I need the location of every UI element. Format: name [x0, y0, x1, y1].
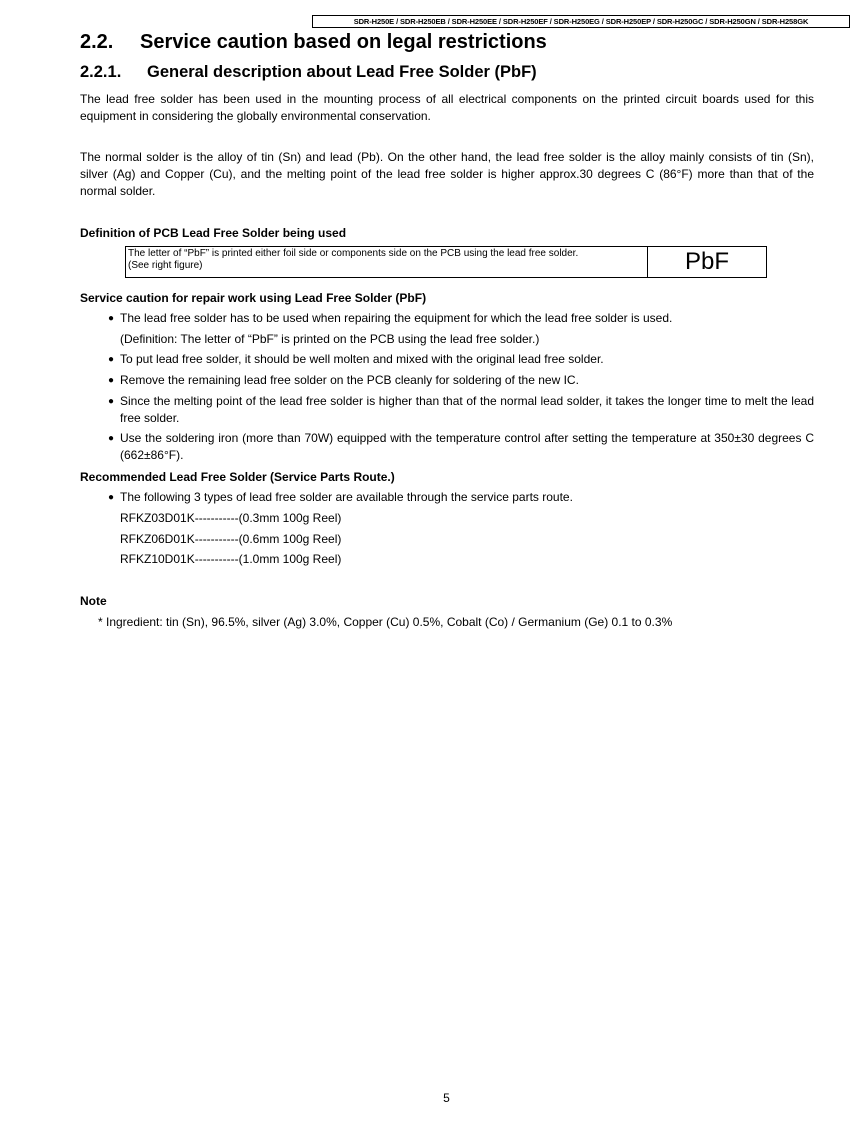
caution-bullet-2-text: To put lead free solder, it should be well molten and mixed with the original lead free solder. — [120, 352, 604, 366]
subsection-title: General description about Lead Free Solder (PbF) — [147, 63, 537, 81]
model-list-header: SDR-H250E / SDR-H250EB / SDR-H250EE / SDR-H250EF / SDR-H250EG / SDR-H250EP / SDR-H250GC / SDR-H250GN / SDR-H258GK — [312, 15, 850, 28]
definition-text-line1: The letter of “PbF” is printed either foil side or components side on the PCB using the lead free solder. — [128, 248, 579, 259]
definition-text-cell — [126, 247, 648, 277]
caution-bullet-4 — [108, 393, 814, 427]
caution-bullet-3-text: Remove the remaining lead free solder on the PCB cleanly for soldering of the new IC. — [120, 373, 579, 387]
section-number: 2.2. — [80, 31, 114, 53]
bullet-icon: ● — [108, 433, 115, 444]
part-item: RFKZ06D01K-----------(0.6mm 100g Reel) — [120, 532, 342, 546]
caution-bullet-5-text: Use the soldering iron (more than 70W) equipped with the temperature control after setting the temperature at 350±30 degrees C (662±86°F). — [120, 431, 814, 462]
note-text: * Ingredient: tin (Sn), 96.5%, silver (Ag) 3.0%, Copper (Cu) 0.5%, Cobalt (Co) / Germanium (Ge) 0.1 to 0.3% — [98, 615, 673, 629]
caution-bullet-5 — [108, 430, 814, 464]
caution-bullet-1-text: The lead free solder has to be used when repairing the equipment for which the lead free solder is used. — [120, 311, 673, 325]
caution-heading: Service caution for repair work using Lead Free Solder (PbF) — [80, 291, 427, 305]
definition-table — [125, 246, 767, 278]
definition-heading: Definition of PCB Lead Free Solder being used — [80, 226, 347, 240]
subsection-number: 2.2.1. — [80, 63, 122, 81]
note-heading: Note — [80, 594, 107, 608]
caution-bullet-2 — [108, 351, 814, 368]
caution-bullet-3 — [108, 372, 814, 389]
caution-bullet-1-note: (Definition: The letter of “PbF” is printed on the PCB using the lead free solder.) — [120, 332, 540, 346]
recommended-bullet-text: The following 3 types of lead free solder are available through the service parts route. — [120, 490, 573, 504]
paragraph-intro: The lead free solder has been used in the mounting process of all electrical components on the printed circuit boards used for this equipment in considering the globally environmental conservation. — [80, 92, 814, 123]
paragraph-alloy: The normal solder is the alloy of tin (Sn) and lead (Pb). On the other hand, the lead free solder is the alloy mainly consists of tin (Sn), silver (Ag) and Copper (Cu), and the melting point of the lead free solder is higher approx.30 degrees C (86°F) more than that of the normal solder. — [80, 150, 814, 198]
pbf-mark: PbF — [684, 248, 729, 275]
subsection-heading — [80, 63, 537, 82]
bullet-icon: ● — [108, 354, 115, 365]
page-number: 5 — [443, 1091, 450, 1105]
bullet-icon: ● — [108, 313, 115, 324]
section-heading — [80, 31, 547, 54]
recommended-bullet — [108, 489, 814, 506]
recommended-heading: Recommended Lead Free Solder (Service Parts Route.) — [80, 470, 395, 484]
definition-text-line2: (See right figure) — [128, 260, 203, 271]
bullet-icon: ● — [108, 375, 115, 386]
caution-bullet-4-text: Since the melting point of the lead free solder is higher than that of the normal lead solder, it takes the longer time to melt the lead free solder. — [120, 394, 814, 425]
caution-bullet-1 — [108, 310, 814, 327]
section-title: Service caution based on legal restrictions — [140, 31, 547, 53]
part-item: RFKZ03D01K-----------(0.3mm 100g Reel) — [120, 511, 342, 525]
part-item: RFKZ10D01K-----------(1.0mm 100g Reel) — [120, 552, 342, 566]
bullet-icon: ● — [108, 492, 115, 503]
bullet-icon: ● — [108, 396, 115, 407]
